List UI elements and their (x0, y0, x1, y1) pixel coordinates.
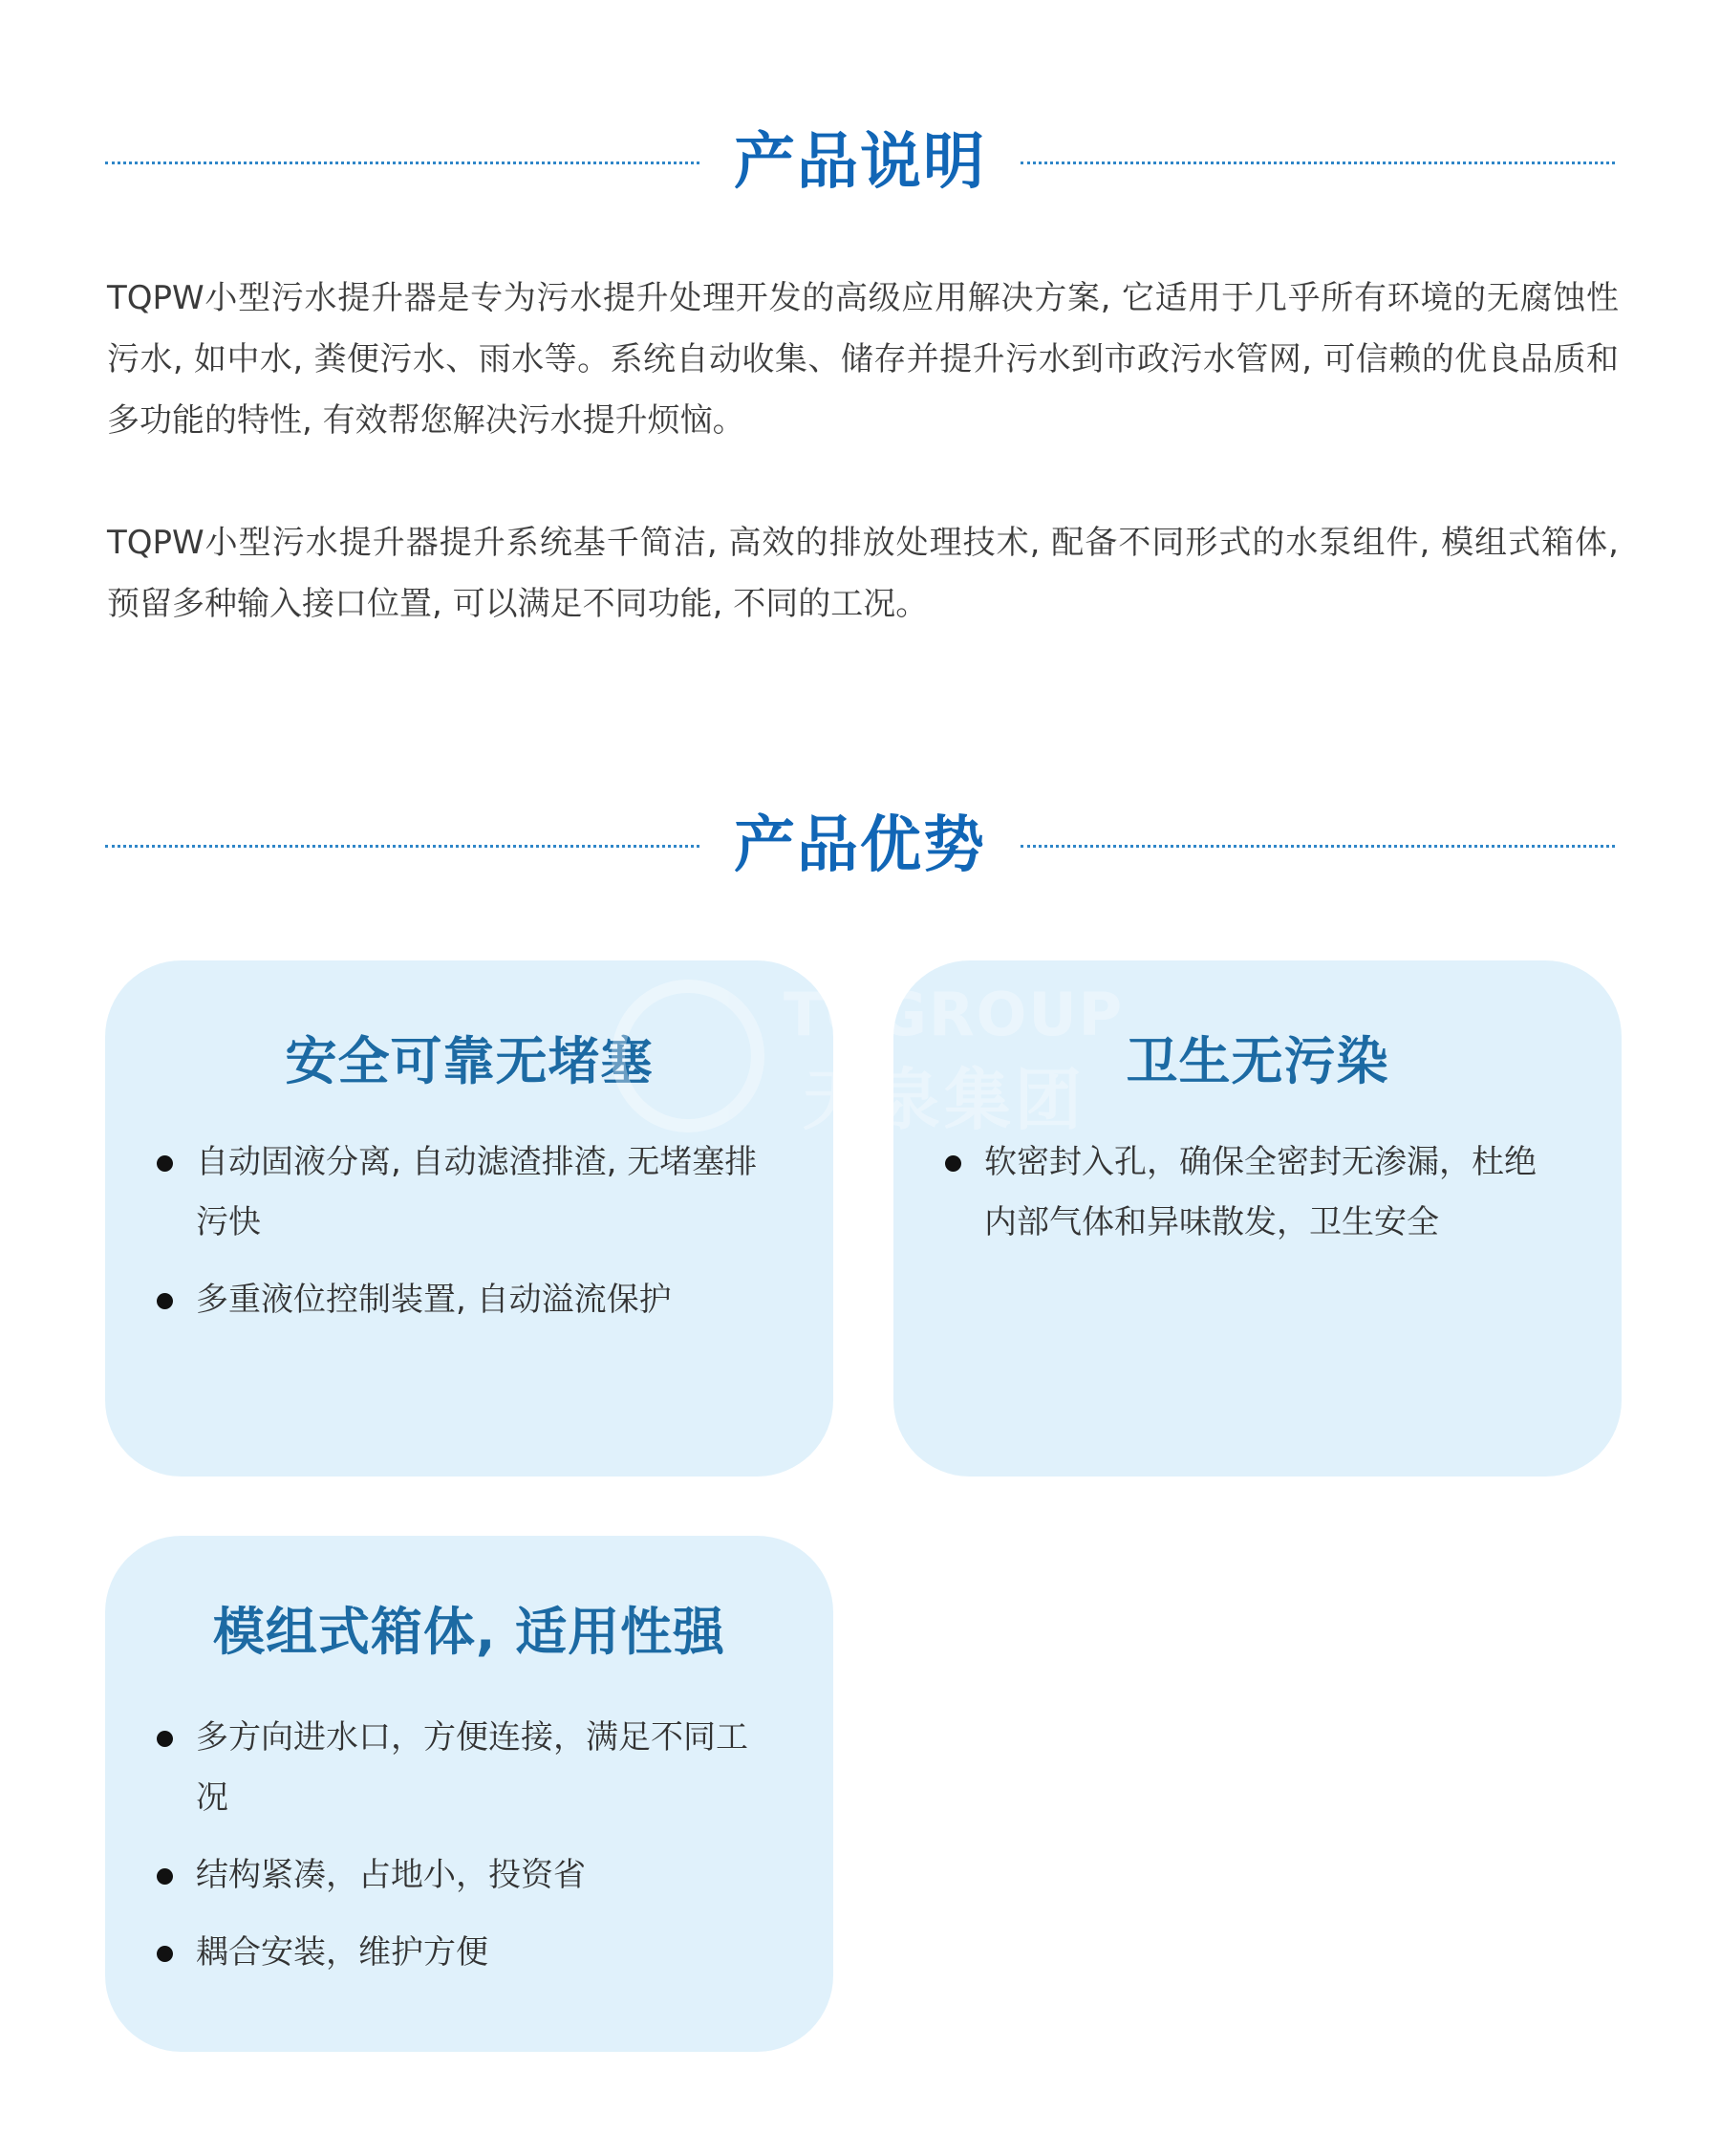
logo-circle-icon (612, 980, 764, 1132)
list-item (196, 1845, 776, 1906)
section-heading-description (105, 119, 1615, 205)
advantage-card-modular (105, 1536, 833, 2052)
section-title-advantages: 产品优势 (734, 810, 986, 881)
card-title: 安全可靠无堵塞 (285, 1031, 654, 1091)
card-title: 模组式箱体, 适用性强 (212, 1602, 726, 1662)
list-item-text: 多重液位控制装置, 自动溢流保护 (196, 1281, 672, 1319)
dotted-divider-left (105, 162, 699, 164)
list-item-text: 结构紧凑，占地小，投资省 (196, 1856, 586, 1894)
list-item (196, 1708, 776, 1828)
bullet-icon (157, 1868, 173, 1885)
list-item (196, 1923, 776, 1983)
dotted-divider-left (105, 845, 699, 848)
list-item-text: 耦合安装，维护方便 (196, 1933, 488, 1972)
bullet-icon (157, 1946, 173, 1962)
feature-list (196, 1708, 776, 2000)
bullet-icon (157, 1155, 173, 1172)
watermark-text-en: TQGROUP (784, 980, 1125, 1049)
card-title: 卫生无污染 (1126, 1031, 1389, 1091)
list-item-text: 自动固液分离, 自动滤渣排渣, 无堵塞排污快 (196, 1143, 758, 1241)
feature-list (196, 1132, 776, 1348)
feature-list (984, 1132, 1564, 1270)
dotted-divider-right (1021, 845, 1615, 848)
list-item-text: 多方向进水口，方便连接，满足不同工况 (196, 1718, 748, 1817)
bullet-icon (157, 1293, 173, 1309)
description-paragraph-2: TQPW小型污水提升器提升系统基千简洁, 高效的排放处理技术, 配备不同形式的水泵组件, 模组式箱体, 预留多种输入接口位置, 可以满足不同功能, 不同的工况。 (107, 524, 1619, 623)
watermark-logo (612, 980, 1147, 1152)
watermark-text-cn: 天泉集团 (803, 1061, 1086, 1139)
dotted-divider-right (1021, 162, 1615, 164)
list-item (196, 1270, 776, 1330)
bullet-icon (157, 1731, 173, 1747)
list-item-text: 软密封入孔，确保全密封无渗漏，杜绝内部气体和异味散发，卫生安全 (984, 1143, 1537, 1241)
bullet-icon (945, 1155, 961, 1172)
section-title-description: 产品说明 (734, 127, 986, 198)
section-heading-advantages (105, 803, 1615, 889)
description-paragraph-1: TQPW小型污水提升器是专为污水提升处理开发的高级应用解决方案, 它适用于几乎所有环境的无腐蚀性污水, 如中水, 粪便污水、雨水等。系统自动收集、储存并提升污水到市政污水管网, 可信赖的优良品质和多功能的特性, 有效帮您解决污水提升烦恼。 (107, 279, 1619, 440)
